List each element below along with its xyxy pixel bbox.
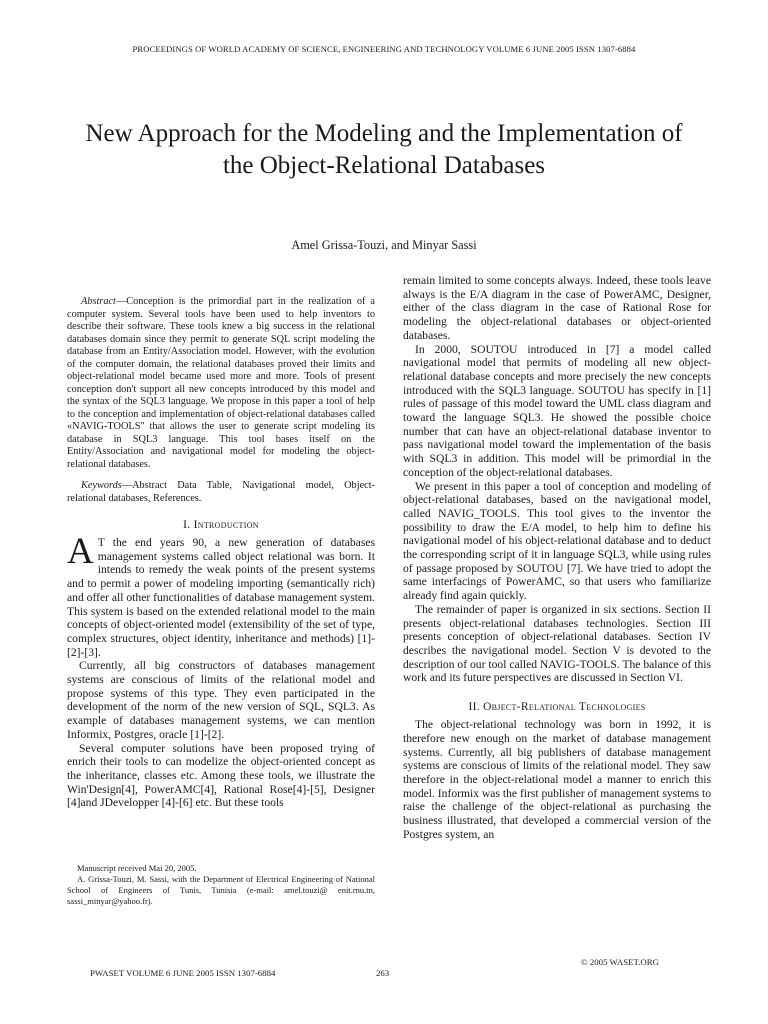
paper-authors: Amel Grissa-Touzi, and Minyar Sassi bbox=[291, 238, 477, 252]
right-column bbox=[403, 274, 711, 841]
section-title: Object-Relational Technologies bbox=[483, 701, 646, 714]
abstract-text: Conception is the primordial part in the realization of a computer system. Several tools have been used to help inventors to describe their software. These tools knew a big success in the relational databases domain since they permit to generate SQL script modeling the database from an Entity/Association model. However, with the evolution of the computer domain, the relational databases proved their limits and object-relational model became used more and more. Tools of present conception don't support all new concepts introduced by this model and the syntax of the SQL3 language. We propose in this paper a tool of help to the conception and implementation of object-relational databases called «NAVIG-TOOLS" that allows the user to generate script modeling its database in SQL3 language. This tool bases itself on the Entity/Association and navigational model for modeling the object-relational databases. bbox=[67, 296, 375, 470]
object-relational-paragraph-1: The object-relational technology was born in 1992, it is therefore new enough on the market of database management systems. Currently, all big publishers of database management systems are conscious of limits of the relational model. They saw therefore in the object-relational model a manner to enrich this model. Informix was the first publisher of management systems to raise the challenge of the object-relational as purchasing the business illustrated, that developed a commercial version of the Postgres system, an bbox=[403, 718, 711, 841]
abstract-label: Abstract bbox=[81, 296, 116, 307]
paragraph-text: T the end years 90, a new generation of databases management systems called object relational was born. It intends to remedy the weak points of the present systems and to permit a power of modeling importing (semantically rich) and offer all other functionalities of database management system. This system is based on the extended relational model to the main concepts of object-oriented model (extensibility of the set of type, complex structures, object identity, inheritance and methods) [1]-[2]-[3]. bbox=[67, 536, 375, 659]
left-column bbox=[67, 296, 375, 810]
section-heading-object-relational bbox=[403, 701, 711, 713]
intro-paragraph-1 bbox=[67, 531, 375, 659]
running-head: PROCEEDINGS OF WORLD ACADEMY OF SCIENCE, ENGINEERING AND TECHNOLOGY VOLUME 6 JUNE 2005 ISSN 1307-6884 bbox=[132, 44, 636, 54]
page-number: 263 bbox=[376, 968, 390, 978]
keywords-text: Abstract Data Table, Navigational model, Object-relational databases, References. bbox=[67, 480, 375, 504]
section-numeral: II. bbox=[468, 701, 480, 714]
section-numeral: I. bbox=[183, 519, 191, 531]
footer-journal: PWASET VOLUME 6 JUNE 2005 ISSN 1307-6884 bbox=[90, 968, 276, 978]
footnote-received: Manuscript received Mai 20, 2005. bbox=[77, 863, 197, 873]
drop-cap: A bbox=[67, 531, 94, 572]
section-heading-introduction bbox=[67, 519, 375, 531]
intro-paragraph-3: Several computer solutions have been proposed trying of enrich their tools to can modelize the object-oriented concept as the inheritance, classes etc. Among these tools, we illustrate the Win'Design[4], PowerAMC[4], Rational Rose[4]-[5], Designer [4]and JDevelopper [4]-[6] etc. But these tools bbox=[67, 741, 375, 810]
paper-title: New Approach for the Modeling and the Implementation of the Object-Relational Databases bbox=[85, 120, 683, 179]
section-title: Introduction bbox=[193, 519, 259, 531]
intro-paragraph-4: remain limited to some concepts always. Indeed, these tools leave always is the E/A diagram in the case of PowerAMC, Designer, either of the class diagram in the case of Rational Rose for modeling the object-relational databases or object-oriented databases. bbox=[403, 274, 711, 342]
copyright-notice: © 2005 WASET.ORG bbox=[581, 957, 659, 967]
intro-paragraph-2: Currently, all big constructors of databases management systems are conscious of limits of the relational model and propose systems of this type. They even participated in the development of the norm of the new version of SQL, SQL3. As example of databases management systems, we can mention Informix, Postgres, oracle [1]-[2]. bbox=[67, 659, 375, 741]
abstract bbox=[67, 296, 375, 471]
intro-paragraph-5: In 2000, SOUTOU introduced in [7] a model called navigational model that permits of modeling all new object-relational database concepts and more precisely the new concepts introduced with the SQL3 language. SOUTOU has specify in [1] rules of passage of this model toward the UML class diagram and toward the language SQL3. He showed the possible choice number that can have an object-relational database inventor to pass navigational model toward the implementation of the basis with SQL3 in addition. This model will be primordial in the conception of the object-relational databases. bbox=[403, 342, 711, 479]
abstract-dash: — bbox=[115, 296, 127, 307]
footnotes bbox=[67, 863, 375, 907]
intro-paragraph-6: We present in this paper a tool of conception and modeling of object-relational databases, based on the navigational model, called NAVIG_TOOLS. This tool gives to the inventor the possibility to draw the E/A model, to help him to define his navigational model of his object-relational database and to deduct the corresponding script of it in language SQL3, while using rules of passage proposed by SOUTOU [7]. We have tried to adopt the same interfacings of PowerAMC, so that users who familiarize already find again quickly. bbox=[403, 479, 711, 603]
keywords-dash: — bbox=[121, 480, 133, 491]
keywords bbox=[67, 480, 375, 505]
footnote-affiliation: A. Grissa-Touzi, M. Sassi, with the Department of Electrical Engineering of National School of Engineers of Tunis, Tunisia (e-mail: amel.touzi@ enit.rnu.tn, sassi_minyar@yahoo.fr). bbox=[67, 874, 375, 906]
keywords-label: Keywords bbox=[81, 480, 122, 491]
intro-paragraph-7: The remainder of paper is organized in six sections. Section II presents object-relational databases technologies. Section III presents conception of object-relational databases. Section IV describes the navigational model. Section V is devoted to the description of our tool called NAVIG-TOOLS. The balance of this work and its future perspectives are discussed in Section VI. bbox=[403, 602, 711, 685]
